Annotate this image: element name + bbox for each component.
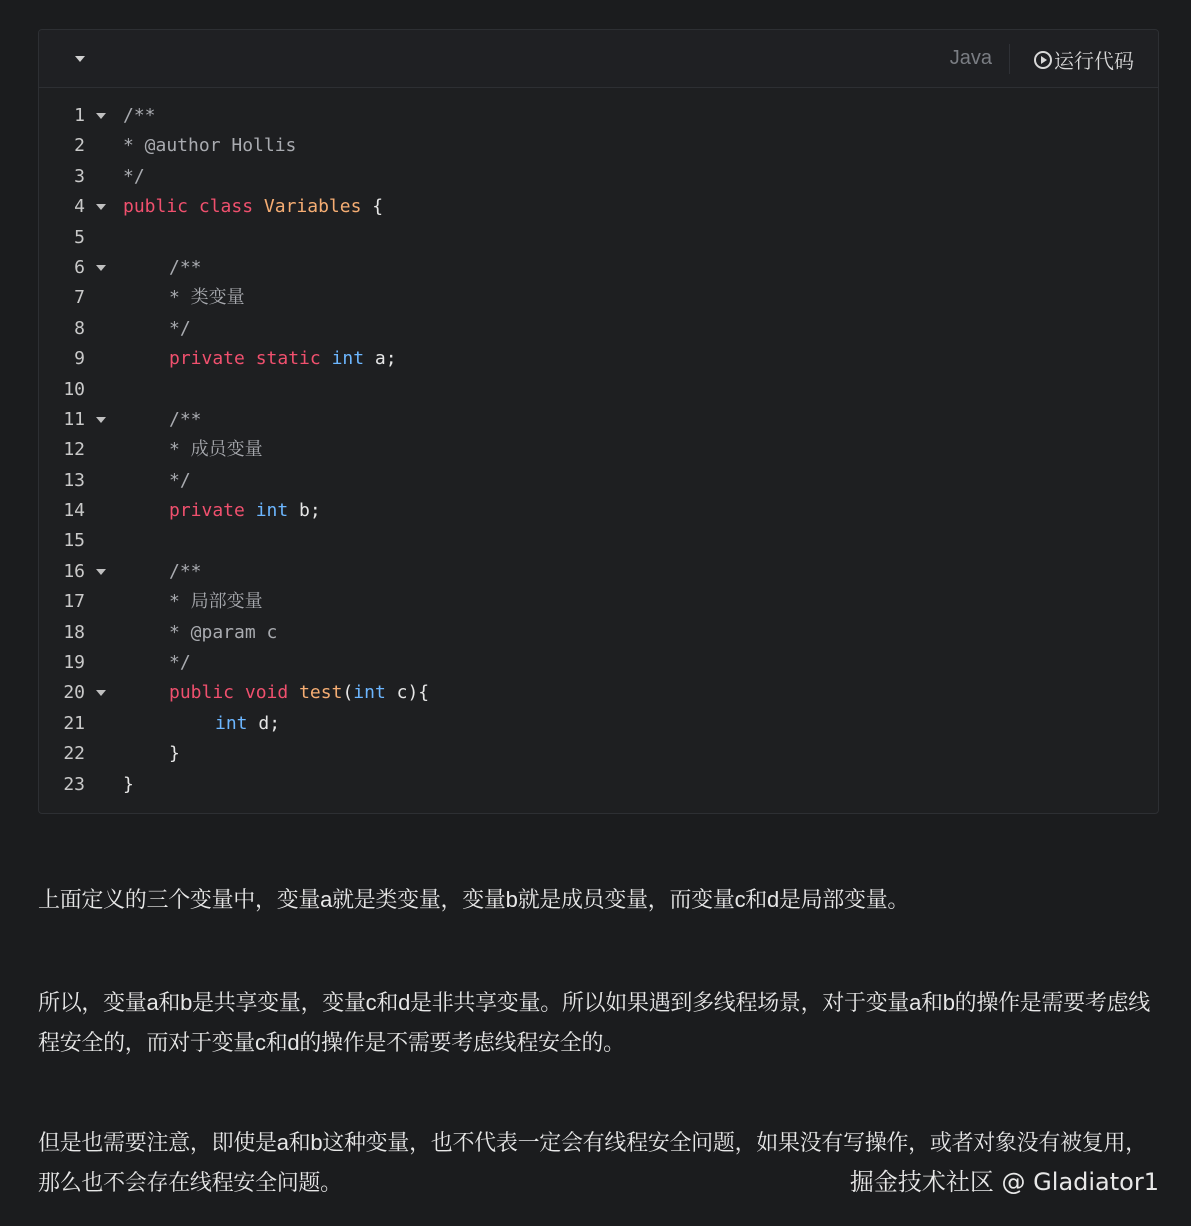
code-line xyxy=(39,709,1139,739)
code-text xyxy=(169,496,321,526)
code-line xyxy=(39,678,1139,708)
code-token: * 局部变量 xyxy=(169,591,263,613)
code-token: d; xyxy=(247,712,281,734)
fold-arrow-icon[interactable] xyxy=(96,569,106,575)
code-token: c){ xyxy=(385,682,430,704)
code-line xyxy=(39,435,1139,465)
code-token: private xyxy=(169,500,245,522)
code-line xyxy=(39,344,1139,374)
code-line xyxy=(39,466,1139,496)
code-token: ( xyxy=(342,682,354,704)
code-line xyxy=(39,405,1139,435)
line-number: 17 xyxy=(63,591,85,613)
code-line xyxy=(39,314,1139,344)
code-token xyxy=(253,196,264,217)
code-line xyxy=(39,375,1139,405)
code-token: */ xyxy=(169,317,191,339)
collapse-toggle-icon[interactable] xyxy=(75,56,85,62)
code-token xyxy=(321,348,332,369)
code-text xyxy=(169,678,429,708)
code-token: * @param c xyxy=(169,621,278,643)
code-text xyxy=(169,405,202,435)
code-text xyxy=(169,587,263,617)
code-token: /** xyxy=(169,256,202,278)
code-token xyxy=(188,196,199,217)
code-header xyxy=(39,30,1158,88)
code-line xyxy=(39,557,1139,587)
code-line xyxy=(39,101,1139,131)
code-token: * 成员变量 xyxy=(169,439,263,461)
run-code-label: 运行代码 xyxy=(1054,49,1134,73)
code-token: int xyxy=(331,348,365,370)
code-token: /** xyxy=(169,560,202,582)
code-token xyxy=(288,682,299,703)
code-token: /** xyxy=(123,105,156,126)
code-line xyxy=(39,223,1139,253)
line-number: 18 xyxy=(63,621,85,643)
line-number: 2 xyxy=(74,135,85,157)
line-number: 4 xyxy=(74,196,85,218)
code-text xyxy=(169,435,263,465)
code-text xyxy=(169,344,397,374)
code-token: * @author Hollis xyxy=(123,135,297,157)
code-line xyxy=(39,496,1139,526)
code-text xyxy=(169,253,202,283)
code-text xyxy=(169,283,245,313)
code-token: /** xyxy=(169,408,202,430)
code-line xyxy=(39,192,1139,222)
code-token: */ xyxy=(169,469,191,491)
code-token: static xyxy=(255,348,321,370)
code-token: } xyxy=(169,743,180,765)
line-number: 8 xyxy=(74,317,85,339)
line-number: 9 xyxy=(74,348,85,370)
line-number: 7 xyxy=(74,287,85,309)
code-line xyxy=(39,587,1139,617)
code-line xyxy=(39,131,1139,161)
code-text xyxy=(169,739,180,769)
line-number: 22 xyxy=(63,743,85,765)
code-line xyxy=(39,770,1139,800)
code-token xyxy=(234,682,245,703)
code-token: */ xyxy=(123,165,145,187)
code-line xyxy=(39,526,1139,556)
code-text xyxy=(169,557,202,587)
code-token: void xyxy=(244,682,289,704)
fold-arrow-icon[interactable] xyxy=(96,204,106,210)
code-block xyxy=(38,29,1159,814)
code-token: } xyxy=(123,773,134,795)
code-token: int xyxy=(255,500,289,522)
code-text xyxy=(169,314,191,344)
code-text xyxy=(123,770,134,800)
paragraph-2: 所以，变量a和b是共享变量，变量c和d是非共享变量。所以如果遇到多线程场景，对于变量a和b的操作是需要考虑线程安全的，而对于变量c和d的操作是不需要考虑线程安全的。 xyxy=(38,990,1150,1055)
code-text xyxy=(169,648,191,678)
code-text xyxy=(169,618,277,648)
line-number: 10 xyxy=(63,378,85,400)
line-number: 11 xyxy=(63,408,85,430)
line-number: 3 xyxy=(74,165,85,187)
watermark: 掘金技术社区 @ Gladiator1 xyxy=(849,1168,1159,1196)
line-number: 19 xyxy=(63,652,85,674)
line-number: 14 xyxy=(63,500,85,522)
header-divider xyxy=(1009,44,1010,74)
code-token: class xyxy=(198,196,254,218)
code-token: public xyxy=(169,682,235,704)
code-token: b; xyxy=(288,500,321,522)
code-token xyxy=(245,348,256,369)
code-token: int xyxy=(353,682,386,704)
code-token xyxy=(245,500,256,521)
paragraph-3: 但是也需要注意，即使是a和b这种变量，也不代表一定会有线程安全问题，如果没有写操作，或者对象没有被复用，那么也不会存在线程安全问题。 xyxy=(38,1130,1147,1195)
code-text xyxy=(123,131,296,161)
code-text xyxy=(215,709,280,739)
code-editor[interactable] xyxy=(39,101,1139,800)
code-line xyxy=(39,253,1139,283)
line-number: 13 xyxy=(63,469,85,491)
code-token: * 类变量 xyxy=(169,287,245,309)
fold-arrow-icon[interactable] xyxy=(96,265,106,271)
code-token: test xyxy=(299,682,343,704)
code-token: private xyxy=(169,348,245,370)
code-line xyxy=(39,283,1139,313)
line-number: 12 xyxy=(63,439,85,461)
line-number: 21 xyxy=(63,712,85,734)
code-line xyxy=(39,739,1139,769)
code-token: a; xyxy=(364,348,397,370)
line-number: 20 xyxy=(63,682,85,704)
line-number: 5 xyxy=(74,226,85,248)
fold-arrow-icon[interactable] xyxy=(96,113,106,119)
fold-arrow-icon[interactable] xyxy=(96,690,106,696)
line-number: 6 xyxy=(74,256,85,278)
code-token: */ xyxy=(169,652,191,674)
code-token: { xyxy=(361,196,384,218)
line-number: 15 xyxy=(63,530,85,552)
language-label: Java xyxy=(949,47,992,69)
line-number: 1 xyxy=(74,105,85,126)
code-line xyxy=(39,648,1139,678)
code-token: int xyxy=(215,712,248,734)
code-text xyxy=(123,162,145,192)
code-line xyxy=(39,618,1139,648)
code-text xyxy=(169,466,191,496)
run-code-button[interactable] xyxy=(1034,45,1134,74)
code-token: Variables xyxy=(263,196,362,218)
code-text xyxy=(123,101,156,131)
fold-arrow-icon[interactable] xyxy=(96,417,106,423)
paragraph-1: 上面定义的三个变量中，变量a就是类变量，变量b就是成员变量，而变量c和d是局部变量。 xyxy=(38,887,910,912)
code-text xyxy=(123,192,383,222)
line-number: 16 xyxy=(63,560,85,582)
code-token: public xyxy=(123,196,189,218)
line-number: 23 xyxy=(63,773,85,795)
code-line xyxy=(39,162,1139,192)
play-circle-icon xyxy=(1034,51,1052,69)
